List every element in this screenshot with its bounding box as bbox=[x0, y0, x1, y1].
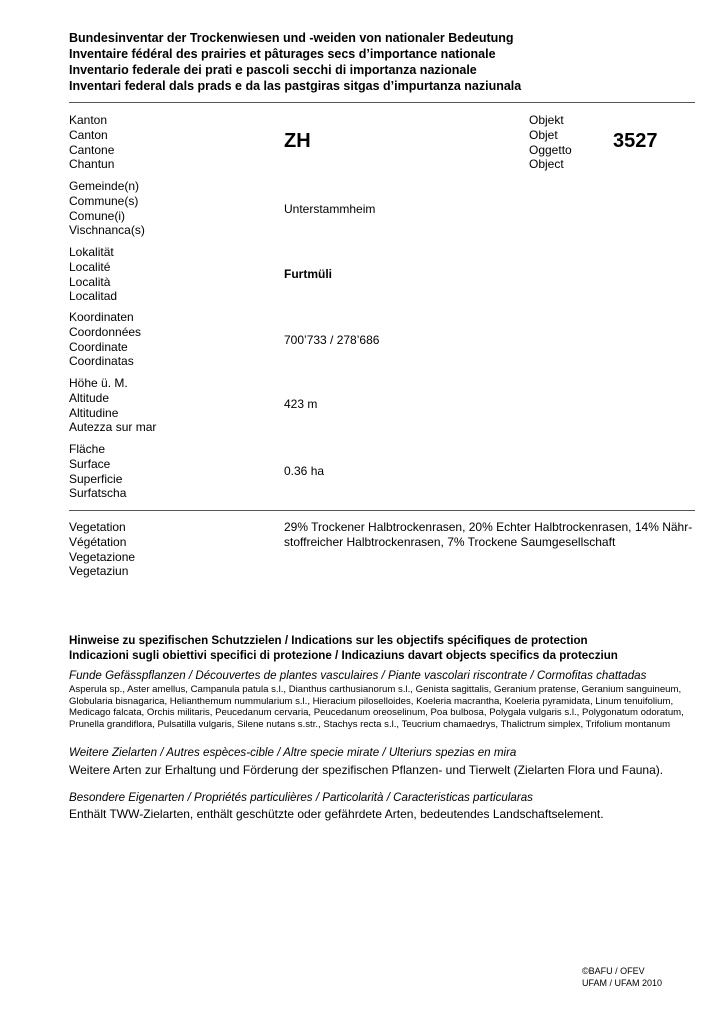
copyright-footer bbox=[582, 966, 662, 989]
vegetation-label-rm: Vegetaziun bbox=[69, 564, 129, 579]
commune-label-it: Comune(i) bbox=[69, 208, 126, 223]
commune-value: Unterstammheim bbox=[284, 202, 376, 216]
vegetation-label-de: Vegetation bbox=[69, 520, 126, 534]
title-line-it: Inventario federale dei prati e pascoli secchi di importanza nazionale bbox=[69, 63, 477, 77]
canton-value: ZH bbox=[284, 130, 311, 152]
target-species-text: Weitere Arten zur Erhaltung und Förderung der spezifischen Pflanzen- und Tierwelt (Zielarten Flora und Fauna). bbox=[69, 763, 664, 777]
locality-label-fr: Localité bbox=[69, 259, 111, 274]
vegetation-value-line: 29% Trockener Halbtrockenrasen, 20% Echter Halbtrockenrasen, 14% Nähr- bbox=[284, 520, 693, 534]
commune-label-rm: Vischnanca(s) bbox=[69, 223, 145, 238]
object-number: 3527 bbox=[613, 130, 658, 152]
features-heading: Besondere Eigenarten / Propriétés particulières / Particolarità / Caracteristicas particularas bbox=[69, 791, 533, 804]
coordinates-label-fr: Coordonnées bbox=[69, 324, 142, 339]
document-title bbox=[69, 30, 521, 94]
altitude-label-de: Höhe ü. M. bbox=[69, 376, 128, 390]
protection-heading-line: Indicazioni sugli obiettivi specifici di protezione / Indicaziuns davart objects specifics da protecziun bbox=[69, 649, 618, 662]
vegetation-label-it: Vegetazione bbox=[69, 549, 136, 564]
area-label-fr: Surface bbox=[69, 456, 111, 471]
coordinates-label-rm: Coordinatas bbox=[69, 354, 134, 369]
canton-label-de: Kanton bbox=[69, 113, 108, 127]
locality-labels bbox=[69, 245, 117, 304]
locality-value: Furtmüli bbox=[284, 267, 332, 281]
title-line-fr: Inventaire fédéral des prairies et pâturages secs d’importance nationale bbox=[69, 47, 496, 61]
altitude-label-fr: Altitude bbox=[69, 390, 110, 405]
area-labels bbox=[69, 442, 126, 501]
object-labels bbox=[529, 113, 572, 172]
plants-heading: Funde Gefässpflanzen / Découvertes de plantes vasculaires / Piante vascolari riscontrate / Cormofitas chattadas bbox=[69, 669, 647, 682]
features-text: Enthält TWW-Zielarten, enthält geschützte oder gefährdete Arten, bedeutendes Landschaftselement. bbox=[69, 807, 604, 821]
protection-notes-heading bbox=[69, 633, 618, 663]
coordinates-labels bbox=[69, 310, 141, 369]
canton-label-it: Cantone bbox=[69, 142, 115, 157]
plants-line: Medicago falcata, Orchis militaris, Peucedanum cervaria, Peucedanum oreoselinum, Poa bulbosa, Polygala vulgaris s.l., Polygonatum odoratum, bbox=[69, 707, 684, 718]
area-label-it: Superficie bbox=[69, 471, 123, 486]
canton-labels bbox=[69, 113, 114, 172]
header-divider bbox=[69, 102, 695, 103]
vegetation-label-fr: Végétation bbox=[69, 534, 127, 549]
object-label-fr: Objet bbox=[529, 127, 558, 142]
vegetation-value-line: stoffreicher Halbtrockenrasen, 7% Trockene Saumgesellschaft bbox=[284, 535, 616, 549]
area-label-rm: Surfatscha bbox=[69, 486, 127, 501]
plants-line: Asperula sp., Aster amellus, Campanula patula s.l., Dianthus carthusianorum s.l., Genista sagittalis, Geranium pratense, Geranium sanguineum, bbox=[69, 684, 682, 695]
altitude-value: 423 m bbox=[284, 397, 318, 411]
plants-list bbox=[69, 684, 695, 730]
commune-labels bbox=[69, 179, 145, 238]
altitude-label-it: Altitudine bbox=[69, 405, 119, 420]
altitude-labels bbox=[69, 376, 156, 435]
plants-line: Prunella grandiflora, Pulsatilla vulgaris, Silene nutans s.str., Stachys recta s.l., Teucrium chamaedrys, Thalictrum simplex, Trifolium montanum bbox=[69, 718, 671, 730]
commune-label-de: Gemeinde(n) bbox=[69, 179, 140, 193]
area-label-de: Fläche bbox=[69, 442, 106, 456]
vegetation-labels bbox=[69, 520, 135, 579]
copyright-line: UFAM / UFAM 2010 bbox=[582, 977, 663, 988]
copyright-line: ©BAFU / OFEV bbox=[582, 966, 645, 976]
locality-label-rm: Localitad bbox=[69, 289, 118, 304]
locality-label-de: Lokalität bbox=[69, 245, 114, 259]
protection-heading-line: Hinweise zu spezifischen Schutzzielen / Indications sur les objectifs spécifiques de protection bbox=[69, 634, 588, 647]
altitude-label-rm: Autezza sur mar bbox=[69, 420, 157, 435]
coordinates-label-de: Koordinaten bbox=[69, 310, 134, 324]
plants-line: Globularia bisnagarica, Helianthemum nummularium s.l., Hieracium piloselloides, Koeleria macrantha, Koeleria pyramidata, Linum tenuifolium, bbox=[69, 695, 674, 707]
commune-label-fr: Commune(s) bbox=[69, 193, 139, 208]
coordinates-value: 700’733 / 278’686 bbox=[284, 333, 380, 347]
object-label-it: Oggetto bbox=[529, 142, 572, 157]
object-label-rm: Object bbox=[529, 157, 564, 172]
locality-label-it: Località bbox=[69, 274, 111, 289]
area-value: 0.36 ha bbox=[284, 464, 325, 478]
vegetation-value bbox=[284, 520, 692, 550]
target-species-heading: Weitere Zielarten / Autres espèces-cible / Altre specie mirate / Ulteriurs spezias en mira bbox=[69, 746, 517, 759]
title-line-rm: Inventari federal dals prads e da las pastgiras sitgas d’impurtanza naziunala bbox=[69, 79, 522, 93]
coordinates-label-it: Coordinate bbox=[69, 339, 128, 354]
canton-label-rm: Chantun bbox=[69, 157, 115, 172]
fields-divider bbox=[69, 510, 695, 511]
object-label-de: Objekt bbox=[529, 113, 564, 127]
canton-label-fr: Canton bbox=[69, 127, 108, 142]
title-line-de: Bundesinventar der Trockenwiesen und -weiden von nationaler Bedeutung bbox=[69, 31, 514, 45]
